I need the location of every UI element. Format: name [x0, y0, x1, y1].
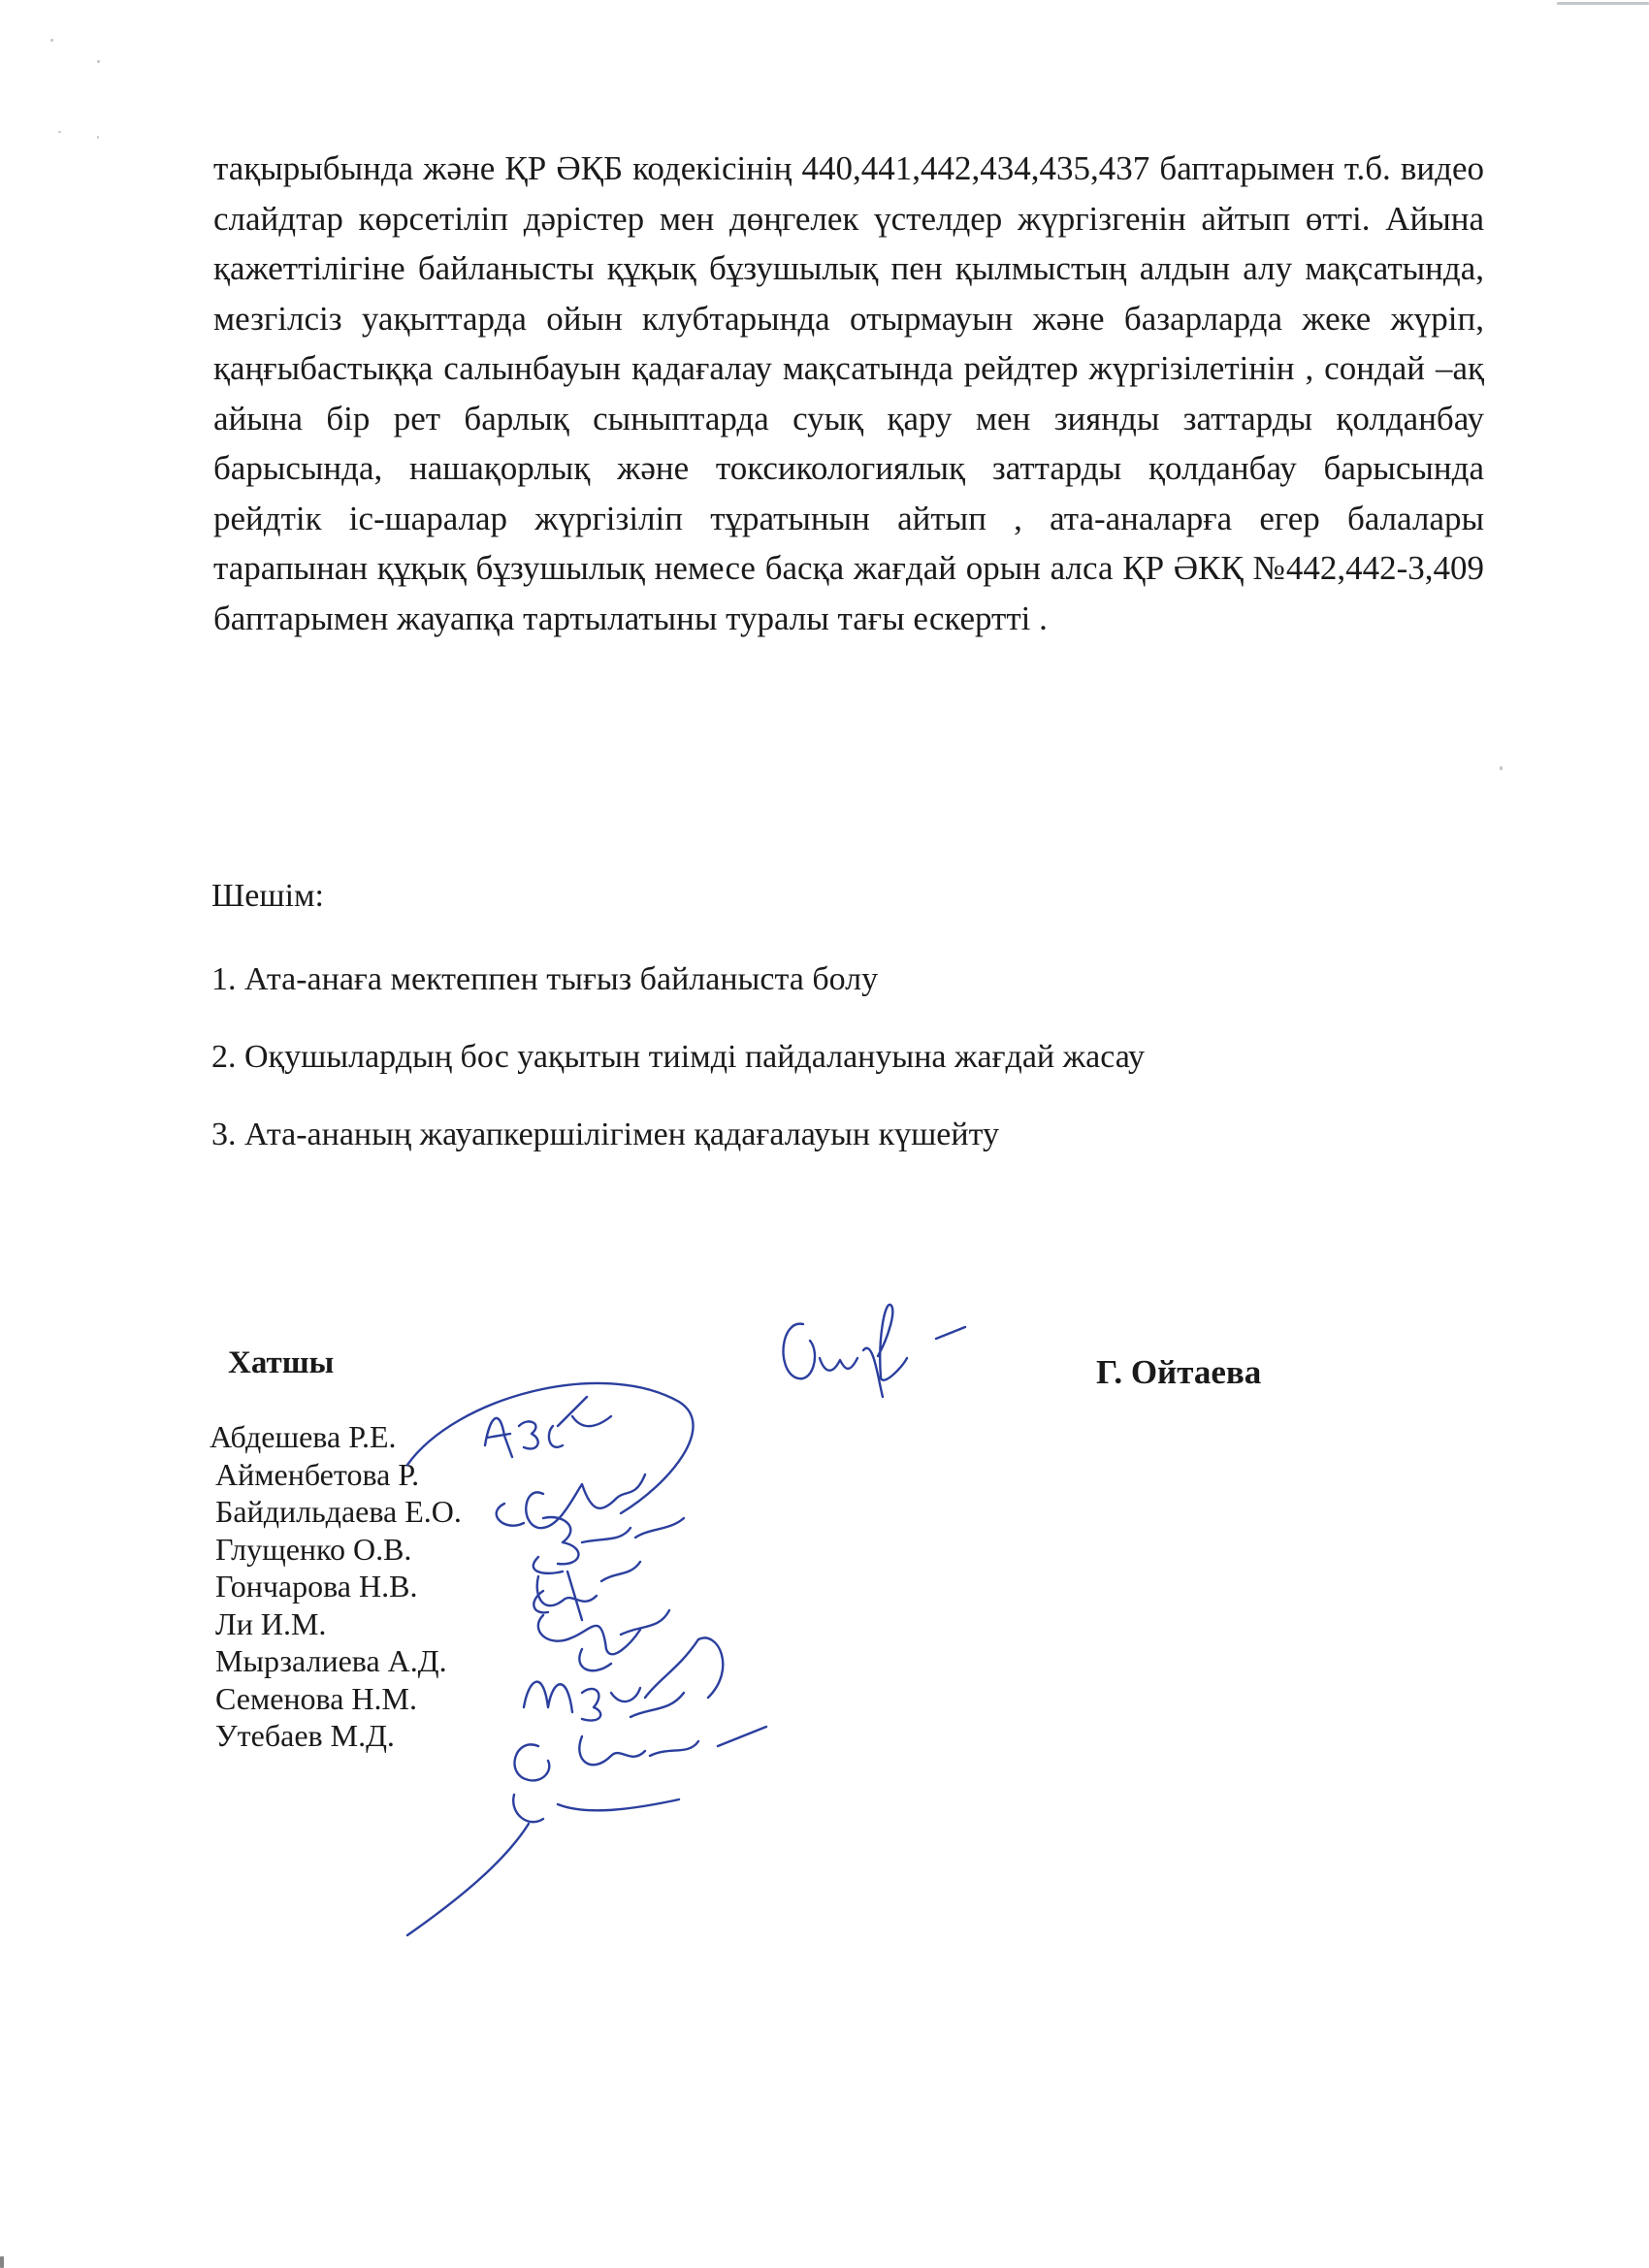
member-signature — [515, 1727, 766, 1780]
member-name: Айменбетова Р. — [215, 1456, 420, 1492]
secretary-signature — [784, 1305, 965, 1397]
secretary-name: Г. Ойтаева — [1096, 1353, 1262, 1391]
member-name: Гончарова Н.В. — [215, 1569, 418, 1604]
member-signature — [534, 1517, 684, 1573]
decision-heading: Шешім: — [211, 878, 324, 914]
member-name: Ли И.М. — [215, 1605, 327, 1641]
decision-list — [211, 956, 1145, 1188]
scan-speck — [0, 2256, 4, 2268]
decision-item: 1. Ата-анаға мектеппен тығыз байланыста болу — [211, 961, 879, 997]
scan-speck — [1500, 766, 1503, 770]
member-name: Абдешева Р.Е. — [210, 1419, 397, 1454]
member-name: Утебаев М.Д. — [215, 1718, 395, 1753]
member-signature — [538, 1610, 669, 1670]
secretary-label: Хатшы — [228, 1345, 335, 1380]
member-signature — [497, 1474, 645, 1528]
member-signature — [485, 1397, 611, 1457]
member-name: Мырзалиева А.Д. — [215, 1643, 447, 1678]
scan-speck — [97, 136, 99, 139]
member-signature — [534, 1562, 640, 1620]
member-name: Семенова Н.М. — [215, 1680, 417, 1716]
member-name: Байдильдаева Е.О. — [215, 1494, 462, 1529]
decision-item: 3. Ата-ананың жауапкершілігімен қадағалауын күшейту — [211, 1117, 999, 1152]
scan-speck — [50, 39, 53, 42]
member-name: Глущенко О.В. — [215, 1531, 412, 1567]
body-paragraph: тақырыбында және ҚР ӘҚБ кодекісінің 440,441,442,434,435,437 баптарымен т.б. видео слайдтар көрсетіліп дәрістер мен дөңгелек үстелдер жүргізгенін айтып өтті. Айына қажеттілігіне байланысты құқық бұзушылық пен қылмыстың алдын алу мақсатында, мезгілсіз уақыттарда ойын клубтарында отырмауын және базарларда жеке жүріп, қаңғыбастыққа салынбауын қадағалау мақсатында рейдтер жүргізілетінін , сондай –ақ айына бір рет барлық сыныптарда суық қару мен зиянды заттарды қолданбау барысында, нашақорлық және токсикологиялық заттарды қолданбау барысында рейдтік іс-шаралар жүргізіліп тұратынын айтып , ата-аналарға егер балалары тарапынан құқық бұзушылық немесе басқа жағдай орын алса ҚР ӘКҚ №442,442-3,409 баптарымен жауапқа тартылатыны туралы тағы ескертті . — [213, 149, 1484, 637]
member-signature — [407, 1795, 679, 1935]
members-list — [210, 1418, 462, 1755]
scan-speck — [1557, 2, 1649, 5]
decision-item: 2. Оқушылардың бос уақытын тиімді пайдалануына жағдай жасау — [211, 1039, 1146, 1075]
member-signature — [524, 1637, 723, 1720]
scan-speck — [58, 131, 61, 133]
scan-speck — [97, 60, 100, 63]
